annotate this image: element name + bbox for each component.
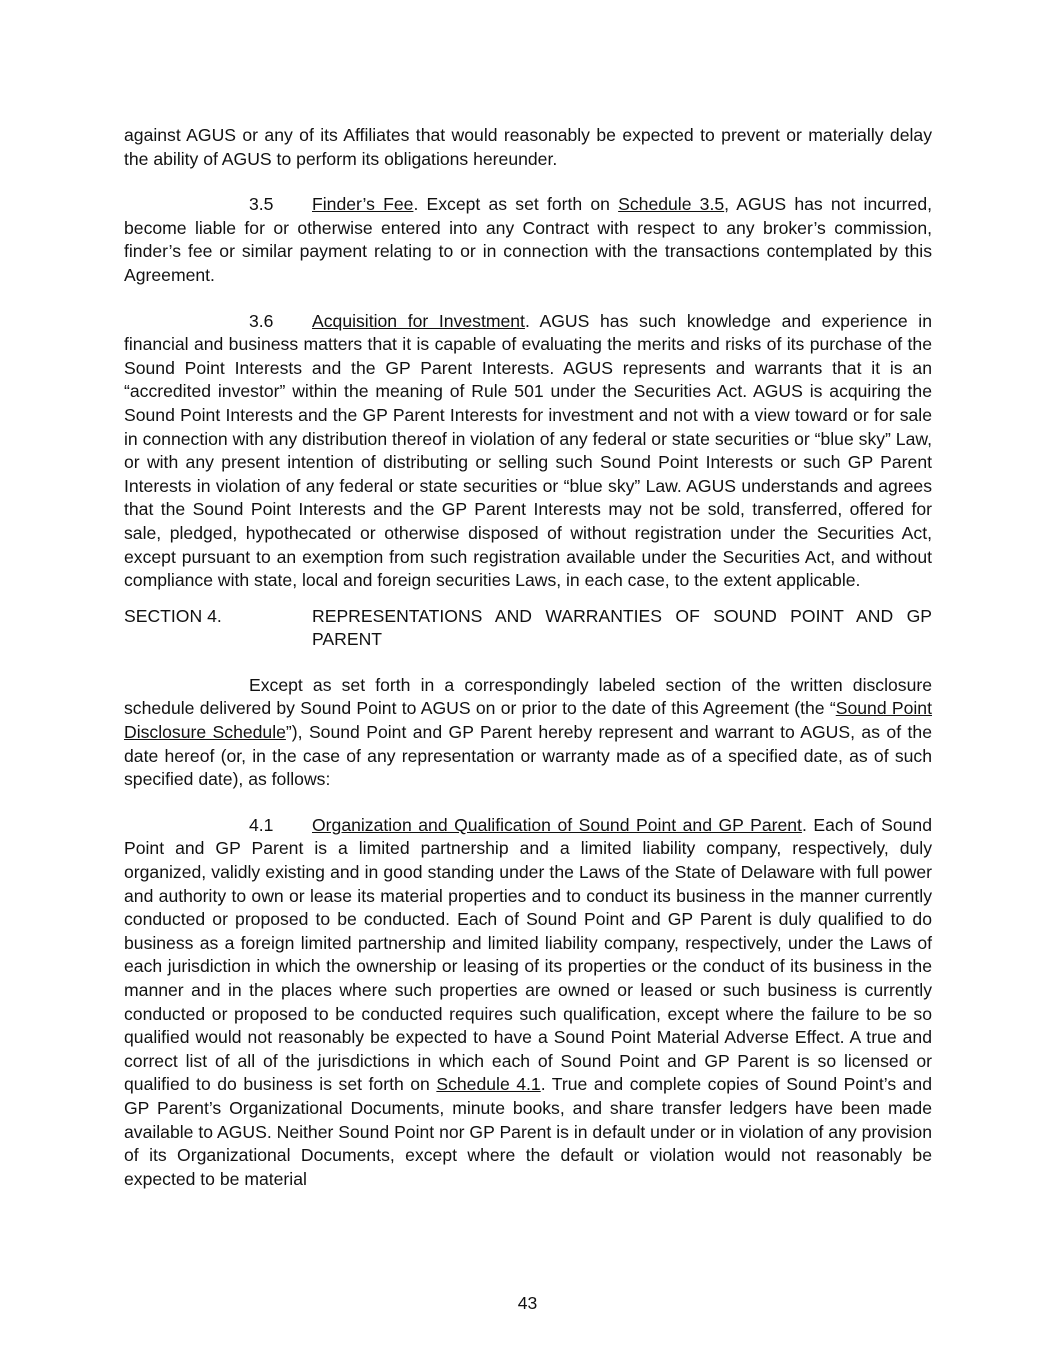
section-4-title: REPRESENTATIONS AND WARRANTIES OF SOUND POINT AND GP PARENT [312, 605, 932, 650]
section-3-5-text-1: . Except as set forth on [413, 194, 619, 215]
page-number: 43 [517, 1293, 538, 1313]
section-4-1-title: Organization and Qualification of Sound Point and GP Parent [312, 814, 802, 835]
section-4-heading [124, 605, 932, 652]
section-4-1-text-2: . True and complete copies of Sound Point’s and GP Parent’s Organizational Documents, minute books, and share transfer ledgers have been made available to AGUS. Neither Sound Point nor GP Parent is in default under or in violation of any provision of its Organizational Documents, except where the default or violation would not reasonably be expected to be material [124, 1074, 932, 1189]
section-3-6-paragraph [124, 310, 932, 593]
section-4-1-text-1: . Each of Sound Point and GP Parent is a limited partnership and a limited liability company, respectively, duly organized, validly existing and in good standing under the Laws of the State of Delaware with full power and authority to own or lease its material properties and to conduct its business in the manner currently conducted or proposed to be conducted. Each of Sound Point and GP Parent is duly qualified to do business as a foreign limited partnership and limited liability company, respectively, under the Laws of each jurisdiction in which the ownership or leasing of its properties or the conduct of its business in the manner and in the places where such properties are owned or leased or such business is currently conducted or proposed to be conducted requires such qualification, except where the failure to be so qualified would not reasonably be expected to have a Sound Point Material Adverse Effect. A true and correct list of all of the jurisdictions in which each of Sound Point and GP Parent is so licensed or qualified to do business is set forth on [124, 814, 932, 1095]
intro-text-1: Except as set forth in a correspondingly labeled section of the written disclosure schedule delivered by Sound Point to AGUS on or prior to the date of this Agreement (the “ [124, 674, 932, 719]
section-4-1-number: 4.1 [249, 814, 274, 835]
section-4-label: SECTION 4. [124, 605, 222, 626]
section-3-5-title: Finder’s Fee [312, 194, 414, 215]
section-4-intro-paragraph [124, 674, 932, 792]
section-3-6-number: 3.6 [249, 310, 274, 331]
document-page [124, 124, 932, 1191]
continuation-paragraph: against AGUS or any of its Affiliates that would reasonably be expected to prevent or materially delay the ability of AGUS to perform its obligations hereunder. [124, 125, 932, 169]
section-3-6-title: Acquisition for Investment [312, 310, 525, 331]
schedule-3-5-reference: Schedule 3.5 [618, 194, 725, 215]
section-3-5-text-2: , AGUS has not incurred, become liable for or otherwise entered into any Contract with respect to any broker’s commission, finder’s fee or similar payment relating to or in connection with the transactions contemplated by this Agreement. [124, 194, 932, 285]
section-4-1-paragraph [124, 814, 932, 1192]
disclosure-schedule-term: Sound Point Disclosure Schedule [124, 698, 932, 743]
section-3-5-number: 3.5 [249, 194, 274, 215]
intro-text-2: ”), Sound Point and GP Parent hereby represent and warrant to AGUS, as of the date hereof (or, in the case of any representation or warranty made as of a specified date, as of such specified date), as follows: [124, 722, 932, 790]
section-3-6-text: . AGUS has such knowledge and experience in financial and business matters that it is capable of evaluating the merits and risks of its purchase of the Sound Point Interests and the GP Parent Interests. AGUS represents and warrants that it is an “accredited investor” within the meaning of Rule 501 under the Securities Act. AGUS is acquiring the Sound Point Interests and the GP Parent Interests for investment and not with a view toward or for sale in connection with any distribution thereof in violation of any federal or state securities or “blue sky” Law, or with any present intention of distributing or selling such Sound Point Interests or such GP Parent Interests in violation of any federal or state securities or “blue sky” Law. AGUS understands and agrees that the Sound Point Interests and the GP Parent Interests may not be sold, transferred, offered for sale, pledged, hypothecated or otherwise disposed of without registration under the Securities Act, except pursuant to an exemption from such registration available under the Securities Act, and without compliance with state, local and foreign securities Laws, in each case, to the extent applicable. [124, 310, 932, 591]
schedule-4-1-reference: Schedule 4.1 [436, 1074, 541, 1095]
section-3-5-paragraph [124, 193, 932, 287]
